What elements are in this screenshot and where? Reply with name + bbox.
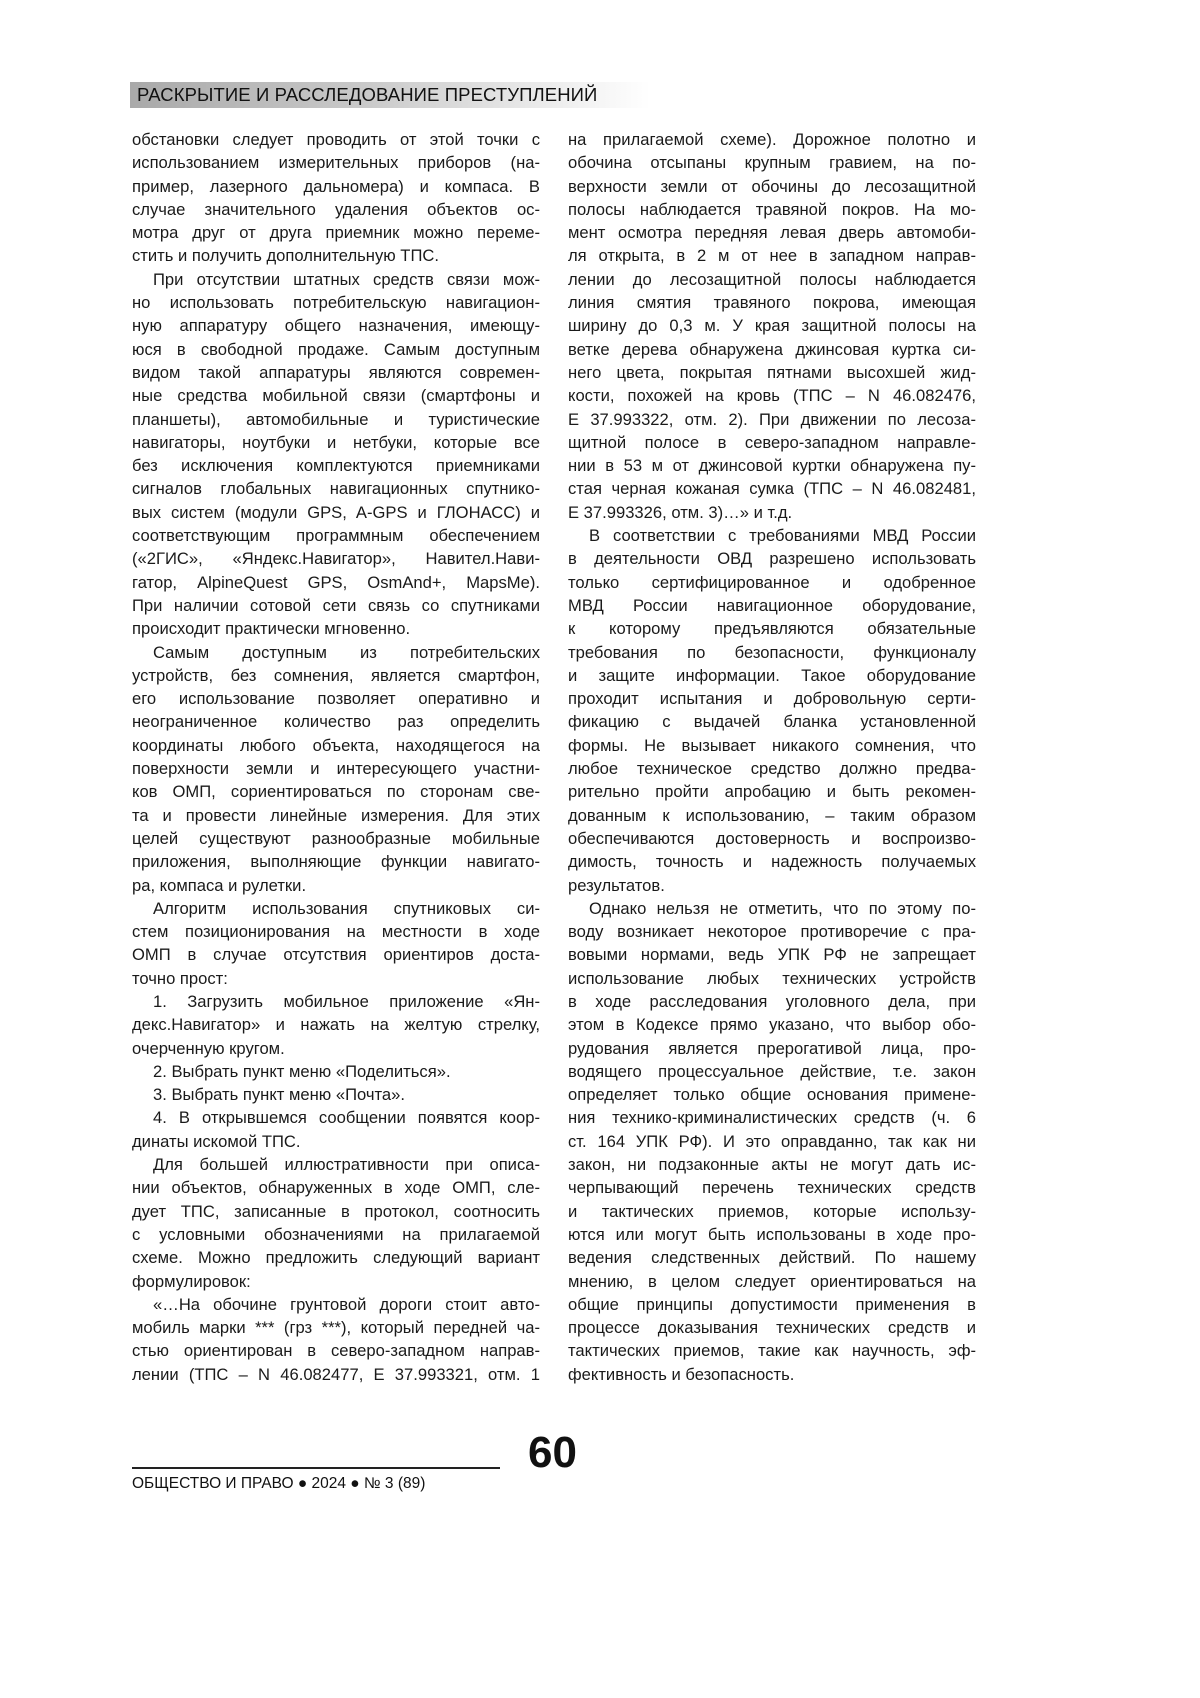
text-line: водящего процессуальное действие, т.е. закон xyxy=(568,1060,976,1083)
paragraph xyxy=(132,990,540,1060)
text-line: сигналов глобальных навигационных спутнико- xyxy=(132,477,540,500)
paragraph xyxy=(132,897,540,990)
text-line: Для большей иллюстративности при описа- xyxy=(132,1153,540,1176)
text-line: 3. Выбрать пункт меню «Почта». xyxy=(132,1083,540,1106)
text-line: ные средства мобильной связи (смартфоны и xyxy=(132,384,540,407)
text-line: ветке дерева обнаружена джинсовая куртка си- xyxy=(568,338,976,361)
text-line: 4. В открывшемся сообщении появятся коор- xyxy=(132,1106,540,1129)
text-line: ля открыта, в 2 м от нее в западном направ- xyxy=(568,244,976,267)
text-line: любое техническое средство должно предва- xyxy=(568,757,976,780)
left-column xyxy=(132,128,540,1386)
text-line: соответствующим программным обеспечением xyxy=(132,524,540,547)
paragraph xyxy=(132,128,540,268)
text-line: этом в Кодексе прямо указано, что выбор обо- xyxy=(568,1013,976,1036)
text-line: в деятельности ОВД разрешено использовать xyxy=(568,547,976,570)
text-line: МВД России навигационное оборудование, xyxy=(568,594,976,617)
text-line: обстановки следует проводить от этой точки с xyxy=(132,128,540,151)
text-line: поверхности земли и интересующего участни- xyxy=(132,757,540,780)
text-line: и тактических приемов, которые использу- xyxy=(568,1200,976,1223)
text-line: («2ГИС», «Яндекс.Навигатор», Навител.Нави- xyxy=(132,547,540,570)
text-line: неограниченное количество раз определить xyxy=(132,710,540,733)
text-line: Самым доступным из потребительских xyxy=(132,641,540,664)
text-line: E 37.993322, отм. 2). При движении по лесоза- xyxy=(568,408,976,431)
text-line: и защите информации. Такое оборудование xyxy=(568,664,976,687)
paragraph xyxy=(568,897,976,1386)
text-line: верхности земли от обочины до лесозащитной xyxy=(568,175,976,198)
text-line: на прилагаемой схеме). Дорожное полотно и xyxy=(568,128,976,151)
text-line: пример, лазерного дальномера) и компаса. В xyxy=(132,175,540,198)
paragraph xyxy=(132,641,540,897)
text-line: 1. Загрузить мобильное приложение «Ян- xyxy=(132,990,540,1013)
page-number: 60 xyxy=(528,1428,577,1478)
paragraph xyxy=(132,1083,540,1106)
paragraph xyxy=(568,524,976,897)
text-line: вых систем (модули GPS, A-GPS и ГЛОНАСС) и xyxy=(132,501,540,524)
text-line: 2. Выбрать пункт меню «Поделиться». xyxy=(132,1060,540,1083)
text-line: навигаторы, ноутбуки и нетбуки, которые все xyxy=(132,431,540,454)
text-line: мотра друг от друга приемник можно переме- xyxy=(132,221,540,244)
text-line: общие принципы допустимости применения в xyxy=(568,1293,976,1316)
text-line: E 37.993326, отм. 3)…» и т.д. xyxy=(568,501,976,524)
text-line: тактических приемов, такие как научность, эф- xyxy=(568,1339,976,1362)
text-line: лении (ТПС – N 46.082477, E 37.993321, отм. 1 xyxy=(132,1363,540,1386)
text-line: его использование позволяет оперативно и xyxy=(132,687,540,710)
text-line: очерченную кругом. xyxy=(132,1037,540,1060)
text-line: полосы наблюдается травяной покров. На мо- xyxy=(568,198,976,221)
text-line: стить и получить дополнительную ТПС. xyxy=(132,244,540,267)
text-line: воду возникает некоторое противоречие с пра- xyxy=(568,920,976,943)
text-line: фективность и безопасность. xyxy=(568,1363,976,1386)
text-line: черпывающий перечень технических средств xyxy=(568,1176,976,1199)
text-line: ведения следственных действий. По нашему xyxy=(568,1246,976,1269)
text-line: него цвета, покрытая пятнами высохшей жид- xyxy=(568,361,976,384)
text-line: щитной полосе в северо-западном направле- xyxy=(568,431,976,454)
text-line: линия смятия травяного покрова, имеющая xyxy=(568,291,976,314)
paragraph xyxy=(132,268,540,641)
section-header-title: РАСКРЫТИЕ И РАССЛЕДОВАНИЕ ПРЕСТУПЛЕНИЙ xyxy=(137,84,597,106)
text-line: с условными обозначениями на прилагаемой xyxy=(132,1223,540,1246)
text-line: рительно пройти апробацию и быть рекомен- xyxy=(568,780,976,803)
text-line: ную аппаратуру общего назначения, имеющу- xyxy=(132,314,540,337)
right-column xyxy=(568,128,976,1386)
text-line: Однако нельзя не отметить, что по этому по- xyxy=(568,897,976,920)
text-line: ются или могут быть использованы в ходе про- xyxy=(568,1223,976,1246)
text-line: к которому предъявляются обязательные xyxy=(568,617,976,640)
text-line: но использовать потребительскую навигацион- xyxy=(132,291,540,314)
text-line: нии объектов, обнаруженных в ходе ОМП, сле- xyxy=(132,1176,540,1199)
text-line: случае значительного удаления объектов ос- xyxy=(132,198,540,221)
text-line: мнению, в целом следует ориентироваться на xyxy=(568,1270,976,1293)
text-line: схеме. Можно предложить следующий вариант xyxy=(132,1246,540,1269)
text-line: кости, похожей на кровь (ТПС – N 46.082476, xyxy=(568,384,976,407)
paragraph xyxy=(132,1153,540,1293)
text-line: рудования является прерогативой лица, про- xyxy=(568,1037,976,1060)
text-line: дует ТПС, записанные в протокол, соотносить xyxy=(132,1200,540,1223)
text-line: точно прост: xyxy=(132,967,540,990)
text-line: ОМП в случае отсутствия ориентиров доста- xyxy=(132,943,540,966)
text-line: При наличии сотовой сети связь со спутниками xyxy=(132,594,540,617)
paragraph xyxy=(132,1293,540,1386)
text-line: закон, ни подзаконные акты не могут дать ис- xyxy=(568,1153,976,1176)
text-line: только сертифицированное и одобренное xyxy=(568,571,976,594)
paragraph xyxy=(132,1106,540,1153)
text-line: формулировок: xyxy=(132,1270,540,1293)
text-line: ния технико-криминалистических средств (ч. 6 xyxy=(568,1106,976,1129)
text-line: нии в 53 м от джинсовой куртки обнаружена пу- xyxy=(568,454,976,477)
footer-divider xyxy=(132,1467,500,1469)
text-line: При отсутствии штатных средств связи мож- xyxy=(132,268,540,291)
text-line: планшеты), автомобильные и туристические xyxy=(132,408,540,431)
journal-info: ОБЩЕСТВО И ПРАВО ● 2024 ● № 3 (89) xyxy=(132,1475,425,1493)
text-line: формы. Не вызывает никакого сомнения, что xyxy=(568,734,976,757)
text-line: ширину до 0,3 м. У края защитной полосы на xyxy=(568,314,976,337)
text-line: результатов. xyxy=(568,874,976,897)
text-line: мобиль марки *** (грз ***), который передней ча- xyxy=(132,1316,540,1339)
text-line: «…На обочине грунтовой дороги стоит авто- xyxy=(132,1293,540,1316)
text-line: динаты искомой ТПС. xyxy=(132,1130,540,1153)
text-line: мент осмотра передняя левая дверь автомоби- xyxy=(568,221,976,244)
text-line: вовыми нормами, ведь УПК РФ не запрещает xyxy=(568,943,976,966)
text-line: без исключения комплектуются приемниками xyxy=(132,454,540,477)
text-line: Алгоритм использования спутниковых си- xyxy=(132,897,540,920)
text-line: использованием измерительных приборов (на- xyxy=(132,151,540,174)
text-line: устройств, без сомнения, является смартфон, xyxy=(132,664,540,687)
text-line: дованным к использованию, – таким образом xyxy=(568,804,976,827)
text-line: обеспечиваются достоверность и воспроизво- xyxy=(568,827,976,850)
text-line: декс.Навигатор» и нажать на желтую стрелку, xyxy=(132,1013,540,1036)
text-line: та и провести линейные измерения. Для этих xyxy=(132,804,540,827)
text-line: координаты любого объекта, находящегося на xyxy=(132,734,540,757)
text-line: стем позиционирования на местности в ходе xyxy=(132,920,540,943)
text-line: фикацию с выдачей бланка установленной xyxy=(568,710,976,733)
paragraph xyxy=(132,1060,540,1083)
text-line: ков ОМП, сориентироваться по сторонам све- xyxy=(132,780,540,803)
text-line: юся в свободной продаже. Самым доступным xyxy=(132,338,540,361)
paragraph xyxy=(568,128,976,524)
text-line: гатор, AlpineQuest GPS, OsmAnd+, MapsMe). xyxy=(132,571,540,594)
text-line: видом такой аппаратуры являются современ- xyxy=(132,361,540,384)
text-line: В соответствии с требованиями МВД России xyxy=(568,524,976,547)
text-line: стью ориентирован в северо-западном направ- xyxy=(132,1339,540,1362)
text-line: димость, точность и надежность получаемых xyxy=(568,850,976,873)
text-line: проходит испытания и добровольную серти- xyxy=(568,687,976,710)
text-line: ра, компаса и рулетки. xyxy=(132,874,540,897)
text-line: процессе доказывания технических средств и xyxy=(568,1316,976,1339)
text-line: определяет только общие основания примене- xyxy=(568,1083,976,1106)
text-line: ст. 164 УПК РФ). И это оправданно, так как ни xyxy=(568,1130,976,1153)
text-line: требования по безопасности, функционалу xyxy=(568,641,976,664)
text-line: обочина отсыпаны крупным гравием, на по- xyxy=(568,151,976,174)
text-line: использование любых технических устройств xyxy=(568,967,976,990)
text-line: происходит практически мгновенно. xyxy=(132,617,540,640)
text-line: целей существуют разнообразные мобильные xyxy=(132,827,540,850)
text-line: лении до лесозащитной полосы наблюдается xyxy=(568,268,976,291)
text-line: приложения, выполняющие функции навигато- xyxy=(132,850,540,873)
text-line: стая черная кожаная сумка (ТПС – N 46.082481, xyxy=(568,477,976,500)
text-line: в ходе расследования уголовного дела, при xyxy=(568,990,976,1013)
